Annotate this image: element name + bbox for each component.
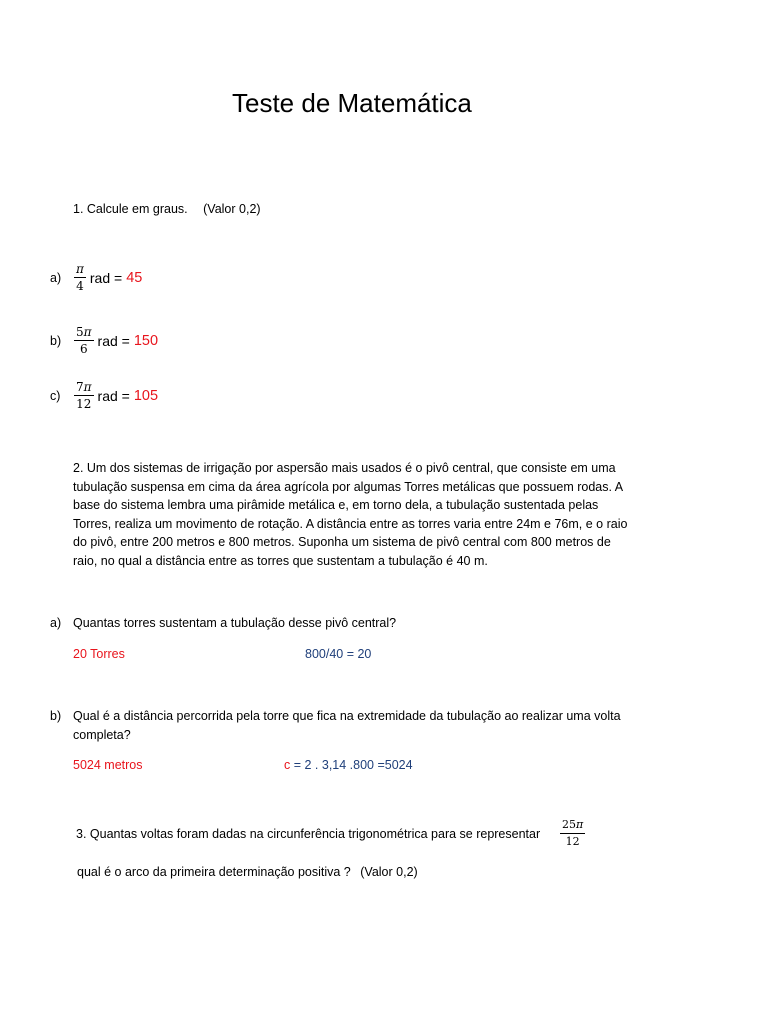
question-3-line2 bbox=[77, 865, 418, 879]
question-2-line: 2. Um dos sistemas de irrigação por aspersão mais usados é o pivô central, que consiste em uma bbox=[73, 461, 616, 475]
q1-item-a-eq: rad = bbox=[89, 269, 123, 286]
question-3-line2-text: qual é o arco da primeira determinação positiva ? bbox=[77, 865, 351, 879]
question-2-line: Torres, realiza um movimento de rotação. A distância entre as torres varia entre 24m e 76m, e o raio bbox=[73, 516, 628, 531]
q1-item-c-label: c) bbox=[50, 388, 61, 403]
q1-item-a-fraction: $\frac{\pi}{4}$ bbox=[76, 262, 84, 293]
question-2-line: raio, no qual a distância entre as torres que sustentam a tubulação é 40 m. bbox=[73, 553, 488, 568]
q2b-calc-variable: c bbox=[284, 758, 291, 772]
q2b-question-line1: Qual é a distância percorrida pela torre que fica na extremidade da tubulação ao realizar uma volta bbox=[73, 709, 621, 723]
q2a-question: Quantas torres sustentam a tubulação desse pivô central? bbox=[73, 616, 397, 630]
question-2-line: do pivô, entre 200 metros e 800 metros. Suponha um sistema de pivô central com 800 metros de bbox=[73, 535, 611, 550]
question-2-paragraph bbox=[73, 459, 693, 571]
question-2-line: base do sistema lembra uma pirâmide metálica e, em torno dela, a tubulação sustentada pelas bbox=[73, 498, 599, 513]
page-title: Teste de Matemática bbox=[232, 88, 472, 118]
q2b-calc-expression: = 2 . 3,14 .800 =5024 bbox=[293, 758, 413, 772]
q2a-calc: 800/40 = 20 bbox=[305, 647, 372, 661]
q1-item-c bbox=[50, 380, 158, 411]
question-1 bbox=[73, 202, 261, 216]
q1-item-c-answer: 105 bbox=[133, 387, 159, 404]
q1-item-b-answer: 150 bbox=[133, 332, 159, 349]
q1-item-b-eq: rad = bbox=[97, 332, 130, 349]
q2b-label: b) bbox=[50, 709, 62, 723]
question-3-text: 3. Quantas voltas foram dadas na circunferência trigonométrica para se representar bbox=[76, 827, 541, 841]
q2b-calc bbox=[284, 758, 413, 772]
q1-item-b bbox=[50, 325, 158, 356]
question-3-fraction: $\frac{25\pi}{12}$ bbox=[562, 818, 584, 848]
q1-item-c-fraction: $\frac{7\pi}{12}$ bbox=[76, 380, 92, 411]
question-1-value: (Valor 0,2) bbox=[203, 202, 261, 216]
q1-item-a-label: a) bbox=[50, 270, 62, 285]
q1-item-b-label: b) bbox=[50, 333, 62, 348]
q1-item-a-answer: 45 bbox=[126, 269, 143, 286]
q2b-answer: 5024 metros bbox=[73, 758, 143, 772]
question-2-line: tubulação suspensa em cima da área agrícola por algumas Torres metálicas que possuem rodas. A bbox=[73, 479, 624, 494]
q1-item-a bbox=[50, 262, 142, 293]
question-3-value: (Valor 0,2) bbox=[360, 865, 418, 879]
q2b-question-line2: completa? bbox=[73, 728, 131, 742]
q2a-answer: 20 Torres bbox=[73, 647, 125, 661]
q1-item-c-eq: rad = bbox=[97, 387, 130, 404]
q1-item-b-fraction: $\frac{5\pi}{6}$ bbox=[76, 325, 92, 356]
question-1-text: 1. Calcule em graus. bbox=[73, 202, 188, 216]
q2a-label: a) bbox=[50, 616, 62, 630]
